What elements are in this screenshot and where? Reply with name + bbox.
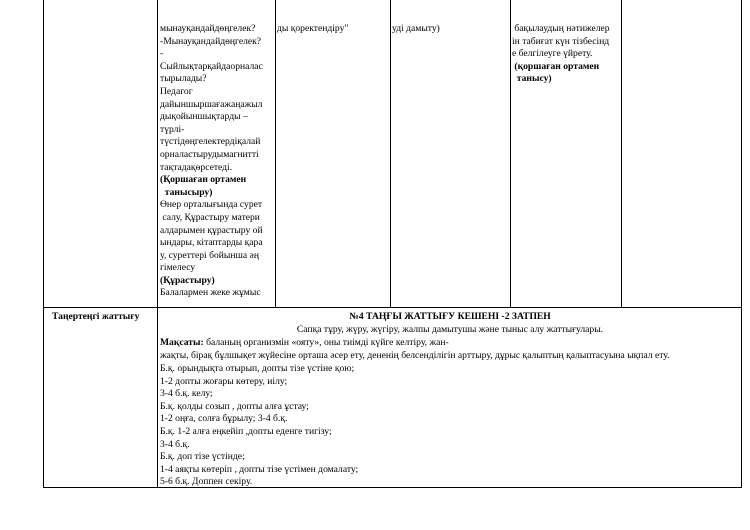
table-right-border [741, 0, 742, 488]
exercise-step: 1-4 аяқты көтеріп , допты тізе үстімен домалату; [160, 463, 359, 475]
col2-line: Балалармен жеке жұмыс [160, 287, 261, 299]
col2-line-bold: (Қоршаған ортамен [160, 174, 247, 186]
col2-line: у, суреттері бойынша әң [160, 249, 259, 261]
goal-continuation: жақты, бірақ бұлшықет жүйесіне орташа әсер ету, дененің белсенділігін арттыру, дұрыс қалыптың қалыптасуына ықпал ету. [160, 350, 670, 361]
col2-line: - [160, 48, 164, 60]
exercise-step: 1-2 оңға, солға бұрылу; 3-4 б.қ. [160, 413, 288, 425]
col-divider-5 [621, 0, 622, 307]
exercise-step: 3-4 б.қ. [160, 438, 190, 450]
col2-line: дайыншыршағажаңажыл [160, 98, 263, 110]
exercise-step: 1-2 допты жоғары көтеру, иілу; [160, 375, 288, 387]
col5-line: ін табиғат күн тізбесінд [512, 35, 610, 47]
col2-line: ындары, кітаптарды қара [160, 237, 263, 249]
col2-line: Педагог [160, 85, 193, 97]
activity-cell-col2 [160, 23, 274, 300]
row-divider [43, 307, 742, 308]
col-divider-2 [275, 0, 276, 307]
col5-line: е белгілеуге үйрету. [512, 48, 593, 60]
exercise-step: Б.қ. доп тізе үстінде; [160, 451, 245, 463]
col2-line: дықойыншықтарды – [160, 111, 248, 123]
exercise-step: Б.қ. қолды созып , допты алға ұстау; [160, 400, 309, 412]
activity-cell-col4: уді дамыту) [392, 23, 440, 34]
col2-line: тырылады? [160, 73, 207, 85]
col2-line: гімелесу [160, 262, 196, 274]
goal-label: Мақсаты: [160, 337, 204, 348]
col-divider-4 [510, 0, 511, 307]
col2-line: мынауқандайдөңгелек? [160, 23, 256, 34]
exercise-step: 5-6 б.қ. Доппен секіру. [160, 476, 253, 488]
col2-line-bold: танысыру) [160, 186, 213, 198]
col2-line: Сыйлықтарқайдаорналас [160, 60, 263, 72]
goal-text: баланың организмін «ояту», оны тиімді күйге келтіру, жан- [203, 337, 449, 348]
col2-line: орналастырудымагнитті [160, 148, 259, 160]
exercise-step: Б.қ. орындықта отырып, допты тізе үстіне қою; [160, 363, 355, 374]
exercise-subtitle: Сапқа тұру, жүру, жүгіру, жалпы дамытушы және тыныс алу жаттығулары. [296, 324, 604, 335]
exercise-step: 3-4 б.қ. келу; [160, 388, 213, 400]
col2-line: алдарымен құрастыру ой [160, 224, 263, 236]
activity-cell-col5 [512, 23, 620, 86]
col2-line: Өнер орталығында сурет [160, 199, 263, 211]
col2-line: тақтадақөрсетеді. [160, 161, 233, 173]
exercise-steps [160, 363, 740, 489]
col-divider-3 [390, 0, 391, 307]
goal-line [160, 337, 449, 350]
exercise-step: Б.қ. 1-2 алға еңкейіп ,допты еденге тигізу; [160, 425, 332, 437]
exercise-heading: №4 ТАҢҒЫ ЖАТТЫҒУ КЕШЕНІ -2 ЗАТПЕН [349, 311, 551, 322]
col5-line-bold: танысу) [512, 73, 552, 85]
col2-line-bold: (Құрастыру) [160, 274, 215, 286]
col-divider-1 [157, 0, 158, 488]
col2-line: -Мынауқандайдөңгелек? [160, 35, 262, 47]
table-left-border [43, 0, 44, 488]
row-label-morning-exercise: Таңертеңгі жаттығу [52, 311, 140, 322]
col2-line: салу, Құрастыру матери [160, 211, 260, 223]
col5-line: бақылаудың нәтижелер [512, 23, 610, 34]
activity-cell-col3: ды қоректендіру" [277, 23, 349, 34]
col2-line: түрлі- [160, 123, 185, 135]
col5-line-bold: (қоршаған ортамен [512, 60, 600, 72]
col2-line: түстідөңгелектердіқалай [160, 136, 261, 148]
